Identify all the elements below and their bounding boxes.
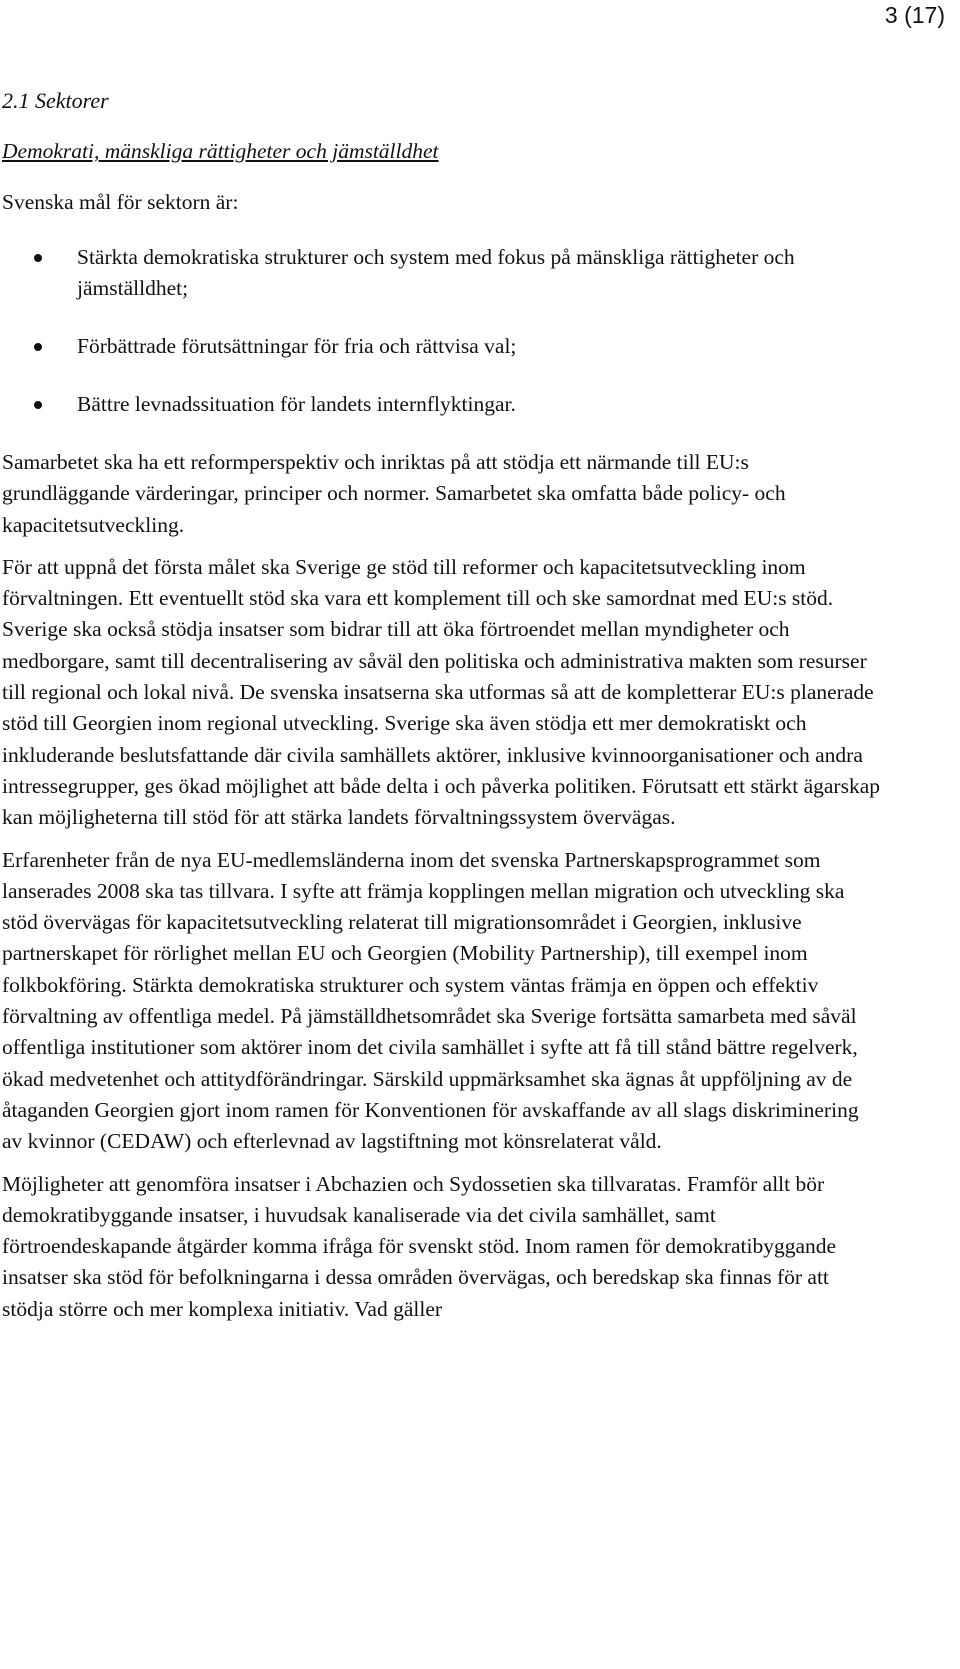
subheading: Demokrati, mänskliga rättigheter och jämställdhet (2, 139, 439, 163)
goal-text: Förbättrade förutsättningar för fria och rättvisa val; (77, 334, 517, 358)
list-item (2, 242, 882, 304)
document-body (2, 86, 882, 1336)
goal-text: Stärkta demokratiska strukturer och system med fokus på mänskliga rättigheter och jämställdhet; (77, 245, 795, 300)
paragraph: Samarbetet ska ha ett reformperspektiv och inriktas på att stödja ett närmande till EU:s grundläggande värderingar, principer och normer. Samarbetet ska omfatta både policy- och kapacitetsutveckling. (2, 450, 786, 537)
goal-text: Bättre levnadssituation för landets internflyktingar. (77, 392, 516, 416)
paragraph: För att uppnå det första målet ska Sverige ge stöd till reformer och kapacitetsutveckling inom förvaltningen. Ett eventuellt stöd ska vara ett komplement till och ske samordnat med EU:s stöd. Sverige ska också stödja insatser som bidrar till att öka förtroendet mellan myndigheter och medborgare, samt till decentralisering av såväl den politiska och administrativa makten som resurser till regional och lokal nivå. De svenska insatserna ska utformas så att de kompletterar EU:s planerade stöd till Georgien inom regional utveckling. Sverige ska även stödja ett mer demokratiskt och inkluderande beslutsfattande där civila samhällets aktörer, inklusive kvinnoorganisationer och andra intressegrupper, ges ökad möjlighet att både delta i och påverka politiken. Förutsatt ett stärkt ägarskap kan möjligheterna till stöd för att stärka landets förvaltningssystem övervägas. (2, 554, 880, 830)
page-number: 3 (17) (884, 2, 945, 28)
bullet-icon (34, 254, 42, 262)
paragraph: Möjligheter att genomföra insatser i Abchazien och Sydossetien ska tillvaratas. Framför allt bör demokratibyggande insatser, i huvudsak kanaliserade via det civila samhället, samt förtroendeskapande åtgärder komma ifråga för svenskt stöd. Inom ramen för demokratibyggande insatser ska stöd för befolkningarna i dessa områden övervägas, och beredskap ska finnas för att stödja större och mer komplexa initiativ. Vad gäller (2, 1171, 837, 1321)
list-item (2, 389, 882, 420)
goals-list (2, 242, 882, 420)
paragraph: Erfarenheter från de nya EU-medlemsländerna inom det svenska Partnerskapsprogrammet som lanserades 2008 ska tas tillvara. I syfte att främja kopplingen mellan migration och utveckling ska stöd övervägas för kapacitetsutveckling relaterat till migrationsområdet i Georgien, inklusive partnerskapet för rörlighet mellan EU och Georgien (Mobility Partnership), till exempel inom folkbokföring. Stärkta demokratiska strukturer och system väntas främja en öppen och effektiv förvaltning av offentliga medel. På jämställdhetsområdet ska Sverige fortsätta samarbeta med såväl offentliga institutioner som aktörer inom det civila samhället i syfte att få till stånd bättre regelverk, ökad medvetenhet och attitydförändringar. Särskild uppmärksamhet ska ägnas åt uppföljning av de åtaganden Georgien gjort inom ramen för Konventionen för avskaffande av all slags diskriminering av kvinnor (CEDAW) och efterlevnad av lagstiftning mot könsrelaterat våld. (2, 847, 859, 1154)
intro-text: Svenska mål för sektorn är: (2, 190, 239, 214)
list-item (2, 331, 882, 362)
bullet-icon (34, 343, 42, 351)
section-heading: 2.1 Sektorer (2, 88, 109, 113)
bullet-icon (34, 401, 42, 409)
